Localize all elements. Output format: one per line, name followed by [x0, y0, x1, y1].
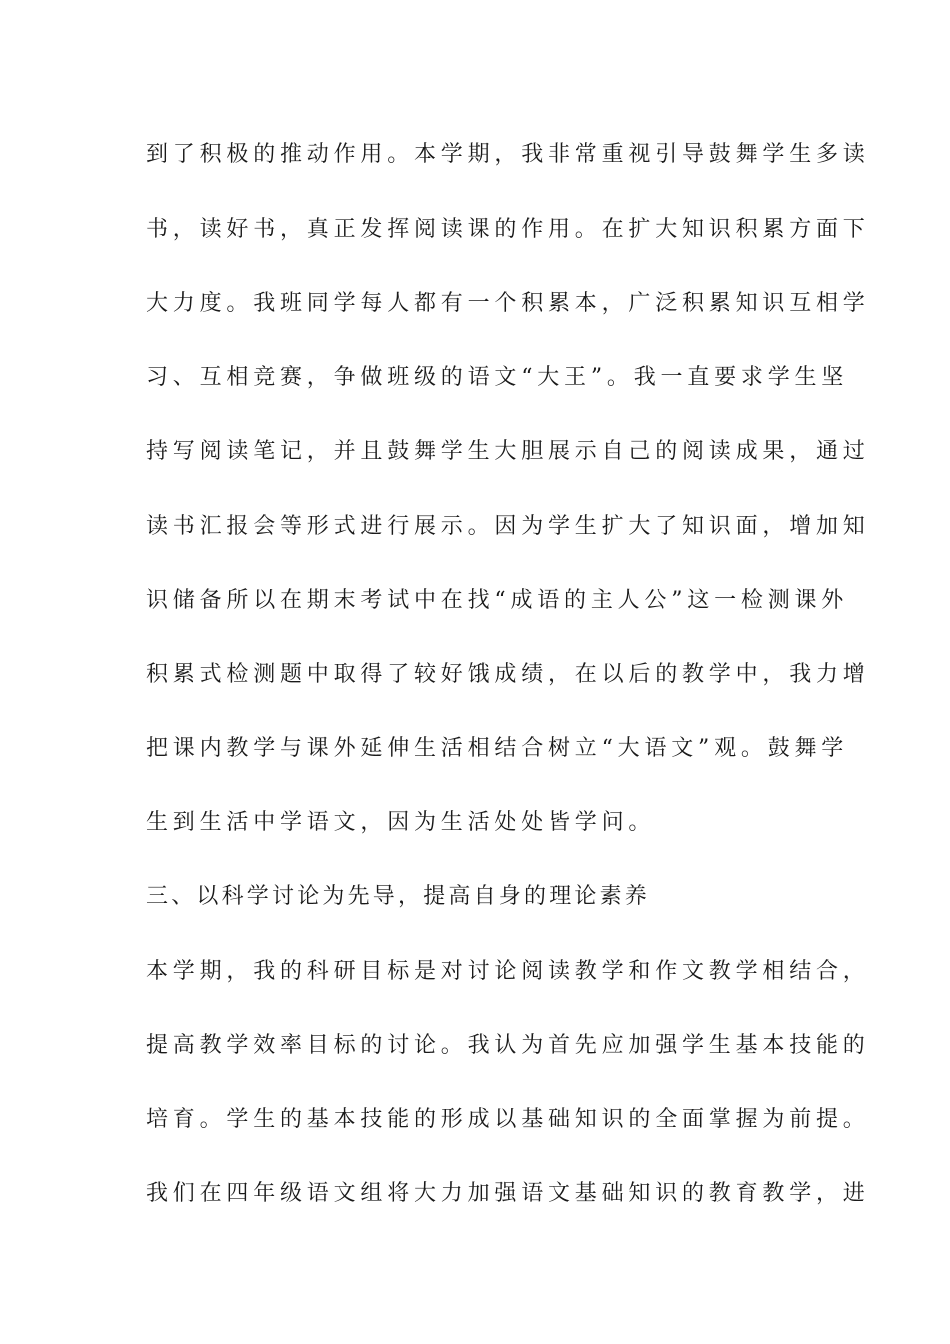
paragraph-line: 把课内教学与课外延伸生活相结合树立“大语文”观。鼓舞学 — [146, 736, 849, 761]
paragraph-line: 书，读好书，真正发挥阅读课的作用。在扩大知识积累方面下 — [146, 217, 870, 242]
paragraph-line: 我们在四年级语文组将大力加强语文基础知识的教育教学，进 — [146, 1181, 870, 1206]
paragraph-line: 积累式检测题中取得了较好饿成绩，在以后的教学中，我力增 — [146, 662, 870, 687]
paragraph-line: 培育。学生的基本技能的形成以基础知识的全面掌握为前提。 — [146, 1107, 870, 1132]
paragraph-line: 识储备所以在期末考试中在找“成语的主人公”这一检测课外 — [146, 588, 849, 613]
paragraph-line: 持写阅读笔记，并且鼓舞学生大胆展示自己的阅读成果，通过 — [146, 439, 870, 464]
paragraph-line: 本学期，我的科研目标是对讨论阅读教学和作文教学相结合， — [146, 959, 870, 984]
section-heading: 三、以科学讨论为先导，提高自身的理论素养 — [146, 884, 651, 909]
paragraph-line: 大力度。我班同学每人都有一个积累本，广泛积累知识互相学 — [146, 291, 870, 316]
paragraph-line: 读书汇报会等形式进行展示。因为学生扩大了知识面，增加知 — [146, 514, 870, 539]
paragraph-line: 提高教学效率目标的讨论。我认为首先应加强学生基本技能的 — [146, 1033, 870, 1058]
paragraph-line: 习、互相竞赛，争做班级的语文“大王”。我一直要求学生坚 — [146, 365, 849, 390]
paragraph-line: 到了积极的推动作用。本学期，我非常重视引导鼓舞学生多读 — [146, 142, 870, 167]
paragraph-line: 生到生活中学语文，因为生活处处皆学问。 — [146, 810, 656, 835]
